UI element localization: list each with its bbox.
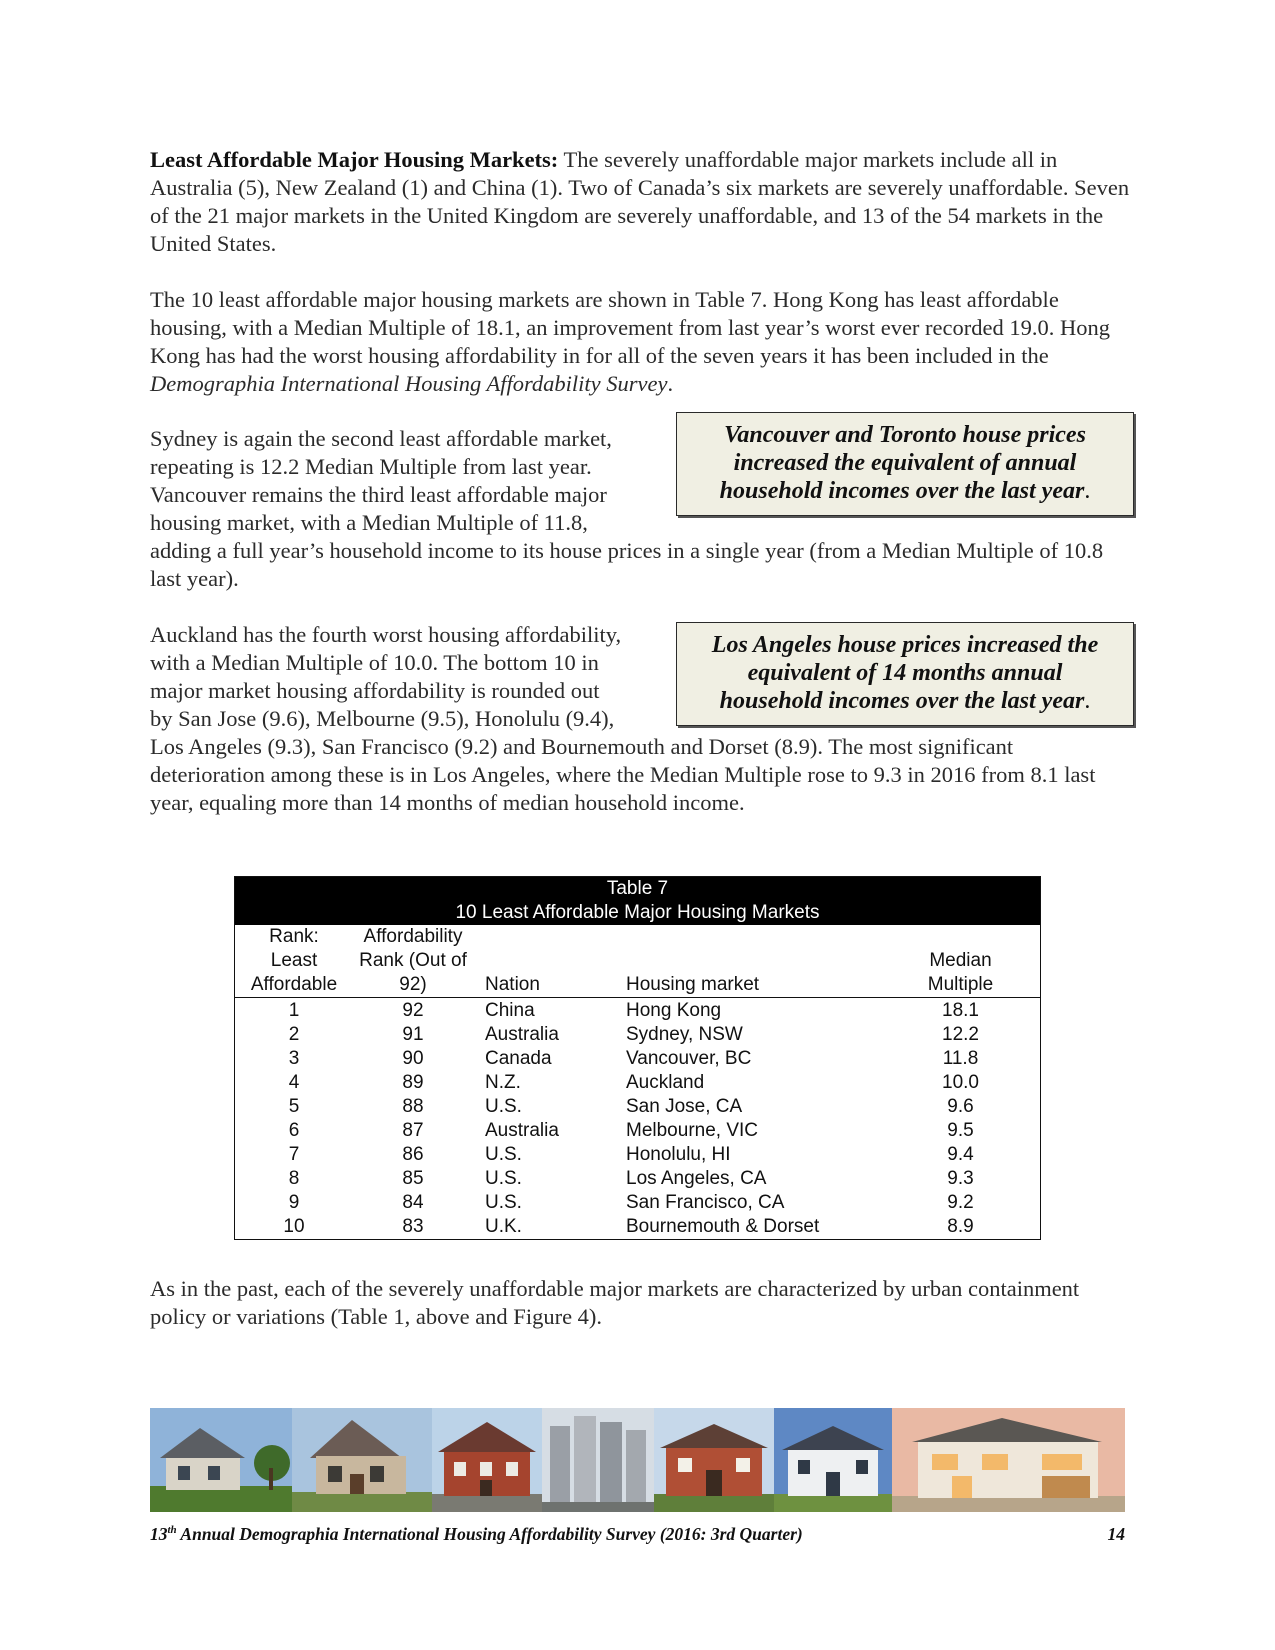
cell-rank: 9 (288, 1192, 300, 1213)
house-photo-5 (654, 1408, 774, 1512)
cell-housing-market: Hong Kong (626, 1000, 722, 1021)
cell-affordability-rank: 83 (402, 1216, 424, 1237)
cell-housing-market: San Francisco, CA (626, 1192, 785, 1213)
cell-nation: Australia (485, 1120, 559, 1141)
cell-nation: U.S. (485, 1144, 522, 1165)
table-row (235, 1119, 1040, 1143)
cell-median-multiple: 18.1 (942, 1000, 979, 1021)
cell-median-multiple: 9.2 (947, 1192, 974, 1213)
cell-affordability-rank: 84 (402, 1192, 424, 1213)
table-row (235, 1143, 1040, 1167)
table-header (235, 925, 1040, 998)
cell-nation: U.S. (485, 1096, 522, 1117)
header-nation: Nation (485, 974, 540, 995)
cell-housing-market: Bournemouth & Dorset (626, 1216, 820, 1237)
cell-nation: Canada (485, 1048, 552, 1069)
table-row (235, 1191, 1040, 1215)
cell-median-multiple: 9.5 (947, 1120, 974, 1141)
cell-median-multiple: 9.3 (947, 1168, 974, 1189)
house-photo-3 (432, 1408, 542, 1512)
footer-title: 13th Annual Demographia International Housing Affordability Survey (2016: 3rd Quarter) (150, 1524, 803, 1544)
cell-housing-market: Vancouver, BC (626, 1048, 752, 1069)
paragraph-hong-kong: The 10 least affordable major housing markets are shown in Table 7. Hong Kong has least affordable housing, with a Median Multiple of 18.1, an improvement from last year’s worst ever recorded 19.0. Hong Kong has had the worst housing affordability in for all of the seven years it has been included in the Demographia International Housing Affordability Survey. (150, 287, 1110, 396)
survey-title-italic: Demographia International Housing Affordability Survey (150, 371, 668, 396)
cell-housing-market: Auckland (626, 1072, 705, 1093)
cell-nation: China (485, 1000, 535, 1021)
table-row (235, 1047, 1040, 1071)
cell-rank: 2 (288, 1024, 300, 1045)
callout-los-angeles: Los Angeles house prices increased the equivalent of 14 months annual household incomes over the last year. (676, 622, 1134, 726)
cell-housing-market: Melbourne, VIC (626, 1120, 759, 1141)
cell-nation: N.Z. (485, 1072, 521, 1093)
table-row (235, 1071, 1040, 1095)
house-photo-6 (774, 1408, 892, 1512)
table-row (235, 999, 1040, 1023)
paragraph-least-affordable (150, 146, 1130, 258)
paragraph-auckland-lines: Auckland has the fourth worst housing affordability, with a Median Multiple of 10.0. The bottom 10 in major market housing affordability is rounded out by San Jose (9.6), Melbourne (9.5), Honolulu (9.4), (150, 622, 622, 731)
cell-median-multiple: 10.0 (942, 1072, 979, 1093)
header-housing-market: Housing market (626, 974, 760, 995)
section-heading: Least Affordable Major Housing Markets: (150, 147, 559, 172)
cell-median-multiple: 12.2 (942, 1024, 979, 1045)
header-rank: Rank: Least Affordable (250, 926, 338, 995)
cell-affordability-rank: 87 (402, 1120, 424, 1141)
cell-housing-market: Los Angeles, CA (626, 1168, 767, 1189)
page-footer (150, 1524, 1125, 1545)
cell-rank: 1 (288, 1000, 300, 1021)
paragraph-text: The 10 least affordable major housing markets are shown in Table 7. Hong Kong has least affordable housing, with a Median Multiple of 18.1, an improvement from last year’s worst ever recorded 19.0. Hong Kong has had the worst housing affordability in for all of the seven years it has been included in the (150, 287, 1110, 368)
cell-rank: 5 (288, 1096, 300, 1117)
table-row (235, 1167, 1040, 1191)
cell-rank: 7 (288, 1144, 300, 1165)
cell-affordability-rank: 90 (402, 1048, 424, 1069)
cell-affordability-rank: 92 (402, 1000, 424, 1021)
cell-rank: 10 (283, 1216, 305, 1237)
cell-median-multiple: 9.4 (947, 1144, 974, 1165)
paragraph-text: The severely unaffordable major markets include all in Australia (5), New Zealand (1) and China (1). Two of Canada’s six markets are severely unaffordable. Seven of the 21 major markets in the United Kingdom are severely unaffordable, and 13 of the 54 markets in the United States. (150, 147, 1130, 256)
callout-vancouver-toronto: Vancouver and Toronto house prices increased the equivalent of annual household incomes over the last year. (676, 412, 1134, 516)
cell-housing-market: Honolulu, HI (626, 1144, 731, 1165)
cell-nation: Australia (485, 1024, 559, 1045)
table-title: Table 7 10 Least Affordable Major Housing Markets (235, 877, 1040, 925)
cell-rank: 8 (288, 1168, 300, 1189)
paragraph-sydney-lines: Sydney is again the second least affordable market, repeating is 12.2 Median Multiple from last year. Vancouver remains the third least affordable major housing market, with a Median Multiple of 11.8, (150, 426, 612, 535)
cell-rank: 6 (288, 1120, 300, 1141)
cell-affordability-rank: 89 (402, 1072, 424, 1093)
house-photo-strip (150, 1408, 1125, 1512)
cell-affordability-rank: 88 (402, 1096, 424, 1117)
house-photo-7 (892, 1408, 1125, 1512)
header-affordability-rank: Affordability Rank (Out of 92) (359, 926, 467, 995)
header-median-multiple: Median Multiple (927, 950, 994, 995)
cell-nation: U.S. (485, 1192, 522, 1213)
cell-median-multiple: 8.9 (947, 1216, 974, 1237)
cell-nation: U.K. (485, 1216, 522, 1237)
house-photo-4 (542, 1408, 654, 1512)
cell-affordability-rank: 86 (402, 1144, 424, 1165)
cell-rank: 3 (288, 1048, 300, 1069)
cell-affordability-rank: 85 (402, 1168, 424, 1189)
cell-nation: U.S. (485, 1168, 522, 1189)
paragraph-conclusion: As in the past, each of the severely unaffordable major markets are characterized by urban containment policy or variations (Table 1, above and Figure 4). (150, 1276, 1080, 1329)
cell-median-multiple: 11.8 (942, 1048, 979, 1069)
table-row (235, 1023, 1040, 1047)
cell-housing-market: San Jose, CA (626, 1096, 743, 1117)
table-7 (234, 876, 1041, 1240)
cell-rank: 4 (288, 1072, 300, 1093)
house-photo-2 (292, 1408, 432, 1512)
table-row (235, 1215, 1040, 1239)
paragraph-sydney-rest: adding a full year’s household income to its house prices in a single year (from a Median Multiple of 10.8 last year). (150, 538, 1104, 591)
paragraph-auckland-rest: Los Angeles (9.3), San Francisco (9.2) and Bournemouth and Dorset (8.9). The most significant deterioration among these is in Los Angeles, where the Median Multiple rose to 9.3 in 2016 from 8.1 last year, equaling more than 14 months of median household income. (150, 734, 1096, 815)
table-body (235, 998, 1040, 1239)
cell-median-multiple: 9.6 (947, 1096, 974, 1117)
cell-affordability-rank: 91 (402, 1024, 424, 1045)
page-number: 14 (1107, 1524, 1125, 1544)
cell-housing-market: Sydney, NSW (626, 1024, 743, 1045)
house-photo-1 (150, 1408, 292, 1512)
table-row (235, 1095, 1040, 1119)
